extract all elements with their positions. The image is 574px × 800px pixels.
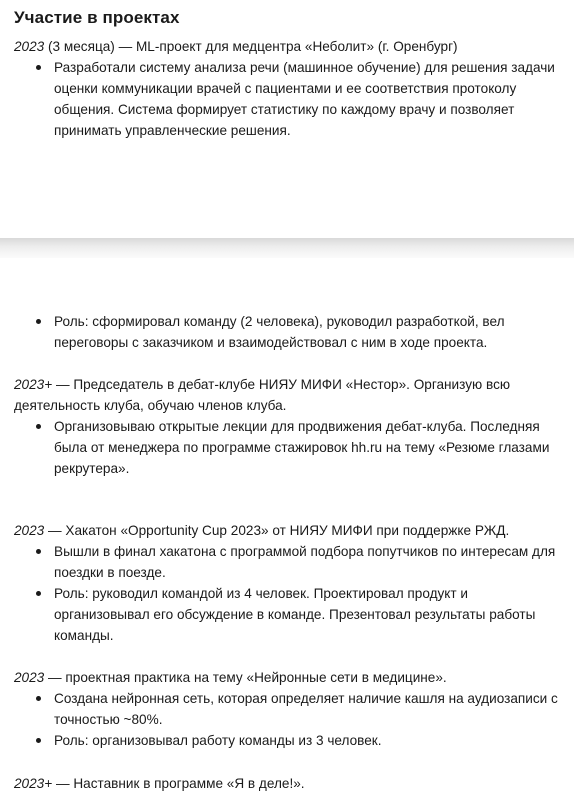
bullet-text: Создана нейронная сеть, которая определяет наличие кашля на аудиозаписи с точностью ~80%. <box>54 691 558 727</box>
project-title: — Председатель в дебат-клубе НИЯУ МИФИ «Нестор». Организую всю деятельность клуба, обучаю членов клуба. <box>14 377 511 413</box>
bullet-text: Организовываю открытые лекции для продвижения дебат-клуба. Последняя была от менеджера по программе стажировок hh.ru на тему «Резюме глазами рекрутера». <box>54 419 550 476</box>
project-title: — Хакатон «Opportunity Cup 2023» от НИЯУ МИФИ при поддержке РЖД. <box>44 523 510 538</box>
list-item <box>14 311 562 353</box>
list-item <box>14 541 562 583</box>
project-year: 2023 <box>14 39 45 54</box>
bullet-icon <box>36 319 41 324</box>
project-bullets <box>14 311 562 353</box>
bullet-icon <box>36 549 41 554</box>
project-header <box>14 374 564 416</box>
section-title: Участие в проектах <box>14 8 180 27</box>
list-item <box>14 583 562 646</box>
project-year: 2023+ <box>14 377 53 392</box>
bullet-text: Роль: руководил командой из 4 человек. Проектировал продукт и организовывал его обсуждение в команде. Презентовал результаты работы команды. <box>54 586 536 643</box>
bullet-icon <box>36 738 41 743</box>
bullet-text: Роль: сформировал команду (2 человека), руководил разработкой, вел переговоры с заказчиком и взаимодействовал с ним в ходе проекта. <box>54 314 505 350</box>
bullet-icon <box>36 591 41 596</box>
project-header <box>14 773 564 794</box>
project-header <box>14 667 564 688</box>
project-header <box>14 520 564 541</box>
project-title: — Наставник в программе «Я в деле!». <box>52 776 305 791</box>
project-year: 2023 <box>14 523 45 538</box>
project-bullets <box>14 688 562 751</box>
project-year: 2023+ <box>14 776 53 791</box>
project-bullets <box>14 416 562 479</box>
list-item <box>14 57 562 141</box>
bullet-icon <box>36 424 41 429</box>
project-year: 2023 <box>14 670 45 685</box>
bullet-text: Роль: организовывал работу команды из 3 человек. <box>54 733 382 748</box>
project-header <box>14 36 564 57</box>
project-bullets <box>14 57 562 141</box>
bullet-text: Вышли в финал хакатона с программой подбора попутчиков по интересам для поездки в поезде. <box>54 544 556 580</box>
bullet-icon <box>36 65 41 70</box>
bullet-icon <box>36 696 41 701</box>
list-item <box>14 730 562 751</box>
list-item <box>14 416 562 479</box>
page-break <box>0 238 574 258</box>
bullet-text: Разработали систему анализа речи (машинное обучение) для решения задачи оценки коммуникации врачей с пациентами и ее соответствия протоколу общения. Система формирует статистику по каждому врачу и позволяет принимать управленческие решения. <box>54 60 555 138</box>
project-bullets <box>14 541 562 646</box>
project-title: (3 месяца) — ML-проект для медцентра «Неболит» (г. Оренбург) <box>44 39 458 54</box>
project-title: — проектная практика на тему «Нейронные сети в медицине». <box>44 670 447 685</box>
list-item <box>14 688 562 730</box>
